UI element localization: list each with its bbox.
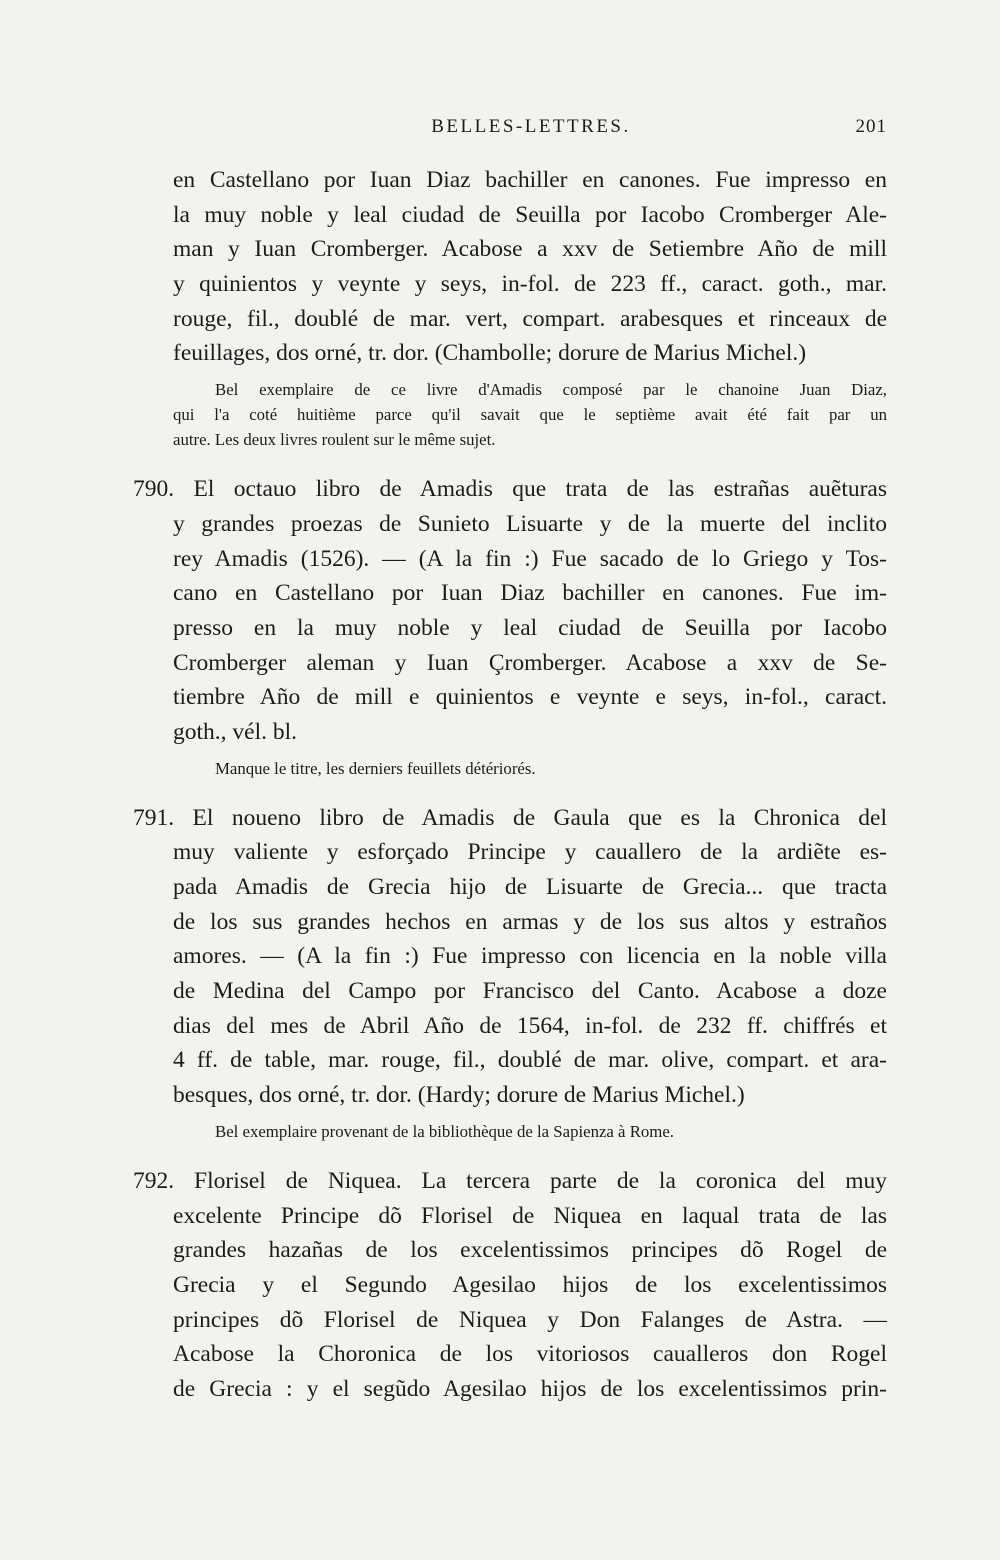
note-line: Bel exemplaire provenant de la bibliothèque de la Sapienza à Rome. (215, 1121, 674, 1141)
entry-line: Acabose la Choronica de los vitoriosos caualleros don Rogel (173, 1341, 887, 1368)
entry-line: dias del mes de Abril Año de 1564, in-fol. de 232 ff. chiffrés et (173, 1012, 887, 1039)
entry-line: y grandes proezas de Sunieto Lisuarte y de la muerte del inclito (173, 510, 887, 537)
page-body (133, 163, 887, 1407)
catalog-entry-790 (133, 472, 887, 781)
entry-line: muy valiente y esforçado Principe y cauallero de la ardiẽte es- (173, 839, 887, 866)
entry-first-line (133, 801, 887, 836)
entry-line: cano en Castellano por Iuan Diaz bachiller en canones. Fue im- (173, 580, 887, 607)
entry-number: 792. (133, 1167, 175, 1194)
entry-line: la muy noble y leal ciudad de Seuilla por Iacobo Cromberger Ale- (173, 201, 887, 228)
entry-line: tiembre Año de mill e quinientos e veynte e seys, in-fol., caract. (173, 684, 887, 711)
entry-line: Cromberger aleman y Iuan Çromberger. Acabose a xxv de Se- (173, 649, 887, 676)
entry-line: en Castellano por Iuan Diaz bachiller en canones. Fue impresso en (173, 167, 887, 193)
note-line: Manque le titre, les derniers feuillets détériorés. (215, 758, 536, 778)
entry-first-line (133, 472, 887, 507)
entry-line: goth., vél. bl. (173, 718, 298, 745)
entry-line: amores. — (A la fin :) Fue impresso con licencia en la noble villa (173, 943, 887, 970)
entry-line: pada Amadis de Grecia hijo de Lisuarte de Grecia... que tracta (173, 874, 887, 900)
entry-line: El noueno libro de Amadis de Gaula que es la Chronica del (192, 804, 887, 831)
entry-line: presso en la muy noble y leal ciudad de Seuilla por Iacobo (173, 614, 887, 641)
entry-line: de los sus grandes hechos en armas y de los sus altos y estraños (173, 908, 887, 935)
entry-line: grandes hazañas de los excelentissimos principes dõ Rogel de (173, 1237, 887, 1264)
entry-line: rouge, fil., doublé de mar. vert, compart. arabesques et rinceaux de (173, 305, 887, 332)
entry-line: excelente Principe dõ Florisel de Niquea en laqual trata de las (173, 1202, 887, 1229)
note-line: Bel exemplaire de ce livre d'Amadis composé par le chanoine Juan Diaz, (215, 380, 887, 400)
catalog-entry-792 (133, 1164, 887, 1407)
entry-line: Florisel de Niquea. La tercera parte de la coronica del muy (194, 1167, 887, 1194)
entry-line: besques, dos orné, tr. dor. (Hardy; dorure de Marius Michel.) (173, 1082, 745, 1109)
entry-line: y quinientos y veynte y seys, in-fol. de 223 ff., caract. goth., mar. (173, 271, 887, 298)
page-number: 201 (855, 116, 887, 137)
entry-line: principes dõ Florisel de Niquea y Don Falanges de Astra. — (173, 1306, 887, 1333)
entry-line: de Medina del Campo por Francisco del Canto. Acabose a doze (173, 978, 887, 1005)
note-line: autre. Les deux livres roulent sur le même sujet. (173, 430, 496, 450)
catalog-entry-791 (133, 801, 887, 1144)
entry-line: man y Iuan Cromberger. Acabose a xxv de Setiembre Año de mill (173, 236, 887, 263)
continuation-entry (173, 163, 887, 452)
entry-first-line (133, 1164, 887, 1199)
running-head: BELLES-LETTRES. (431, 116, 631, 137)
entry-line: El octauo libro de Amadis que trata de las estrañas auẽturas (193, 476, 887, 503)
entry-line: feuillages, dos orné, tr. dor. (Chambolle; dorure de Marius Michel.) (173, 340, 807, 367)
entry-line: rey Amadis (1526). — (A la fin :) Fue sacado de lo Griego y Tos- (173, 545, 887, 572)
entry-line: 4 ff. de table, mar. rouge, fil., doublé de mar. olive, compart. et ara- (173, 1047, 887, 1074)
entry-line: Grecia y el Segundo Agesilao hijos de los excelentissimos (173, 1271, 887, 1298)
entry-number: 790. (133, 476, 175, 503)
page-header (175, 116, 887, 146)
note-line: qui l'a coté huitième parce qu'il savait que le septième avait été fait par un (173, 405, 887, 425)
entry-line: de Grecia : y el segũdo Agesilao hijos de los excelentissimos prin- (173, 1375, 887, 1402)
entry-number: 791. (133, 804, 175, 831)
